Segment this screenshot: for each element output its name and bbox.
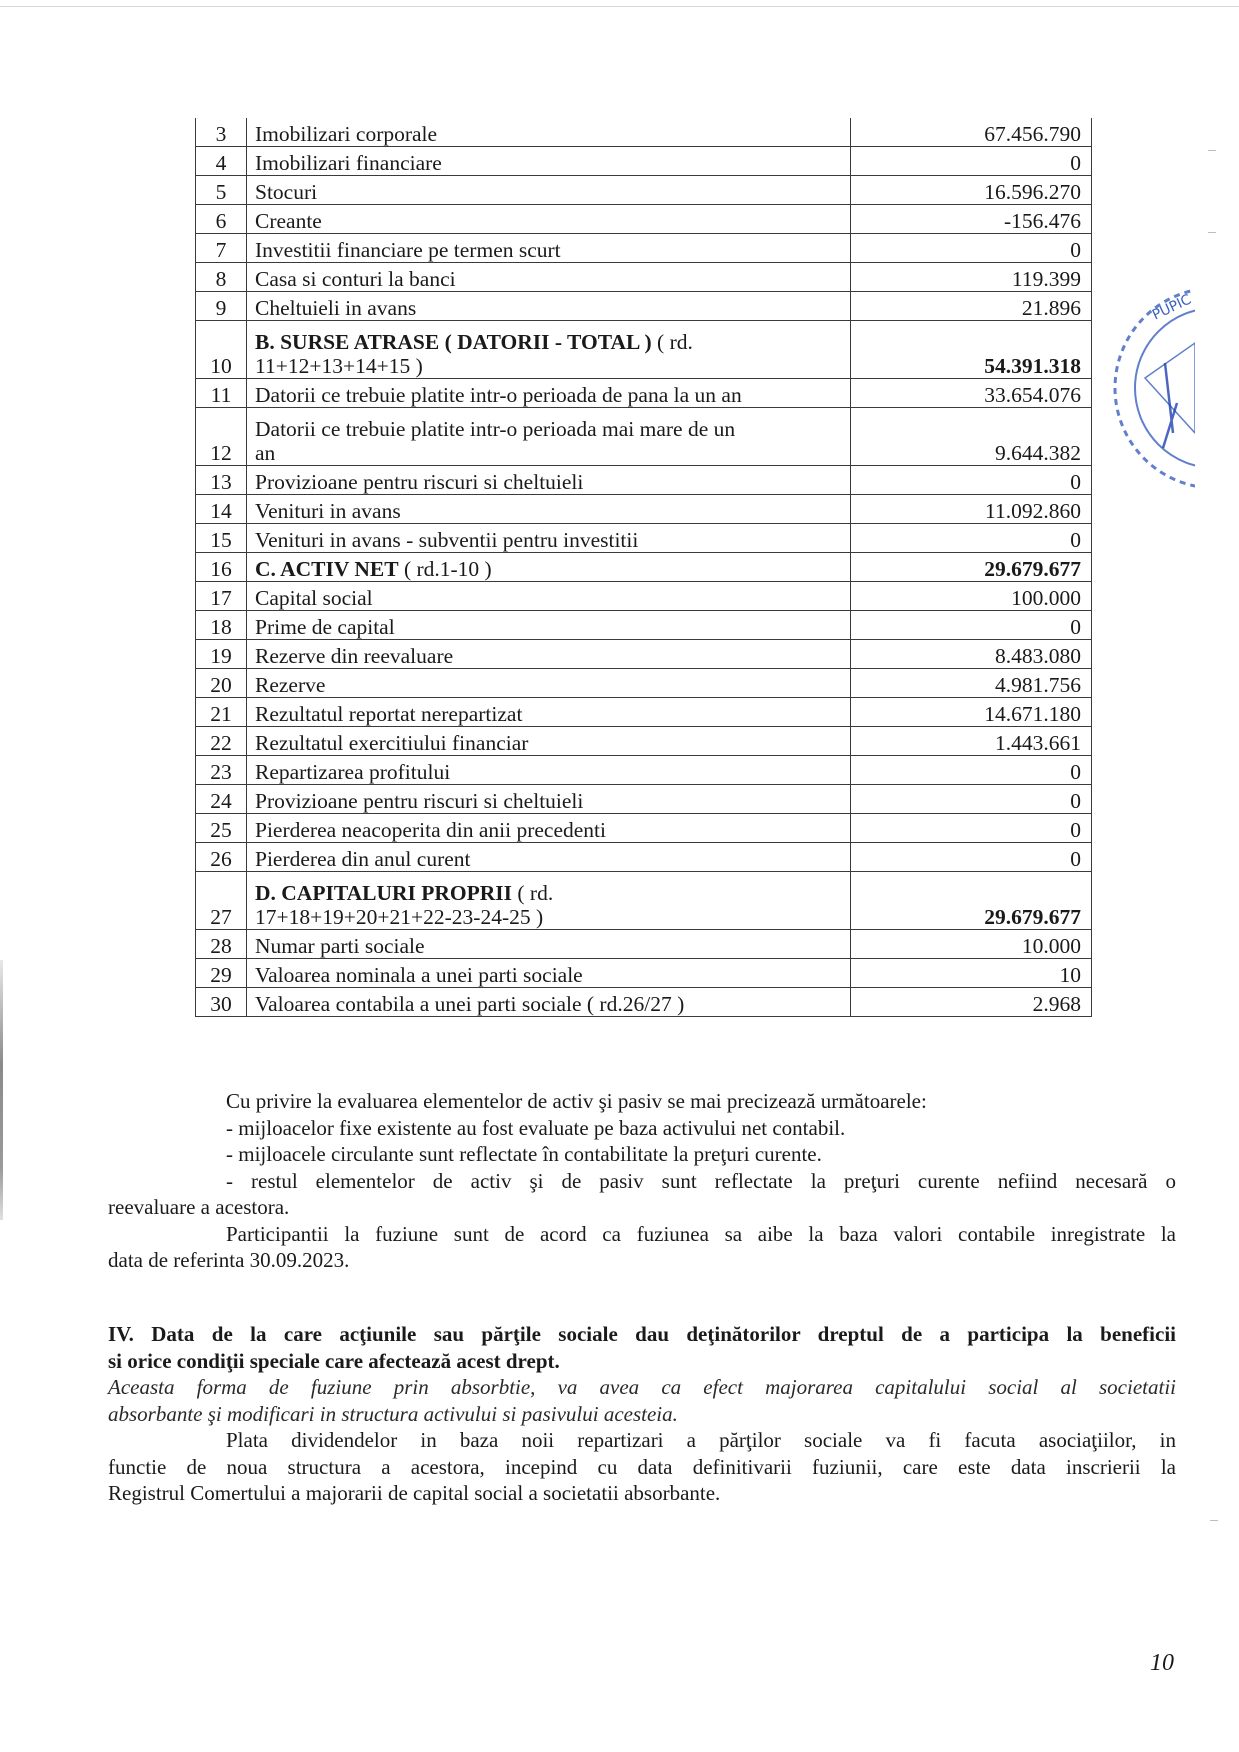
- row-label-text: Casa si conturi la banci: [255, 267, 456, 291]
- evaluation-bullet-rest-line2: reevaluare a acestora.: [108, 1195, 290, 1219]
- svg-text:PUPIC: PUPIC: [1149, 291, 1194, 324]
- row-value: 2.968: [851, 988, 1092, 1017]
- financial-table: [195, 118, 1092, 1017]
- evaluation-bullet-rest-line1: - restul elementelor de activ şi de pasiv sunt reflectate la preţuri curente nefiind necesară o: [226, 1168, 1176, 1193]
- row-label: [247, 553, 851, 582]
- row-label-text: Numar parti sociale: [255, 934, 425, 958]
- evaluation-bullet-current-assets: - mijloacele circulante sunt reflectate în contabilitate la preţuri curente.: [226, 1142, 822, 1166]
- row-label: [247, 408, 851, 466]
- row-label: [247, 814, 851, 843]
- row-label-text: Prime de capital: [255, 615, 395, 639]
- row-label-text: Pierderea din anul curent: [255, 847, 471, 871]
- dividend-line3: Registrul Comertului a majorarii de capital social a societatii absorbante.: [108, 1481, 721, 1505]
- row-value: 0: [851, 785, 1092, 814]
- row-label-text: Valoarea contabila a unei parti sociale ( rd.26/27 ): [255, 992, 685, 1016]
- table-row: [196, 640, 1092, 669]
- row-label: [247, 698, 851, 727]
- row-value: -156.476: [851, 205, 1092, 234]
- row-label-text: Datorii ce trebuie platite intr-o perioada mai mare de un: [255, 417, 736, 441]
- evaluation-bullet-fixed-assets: - mijloacelor fixe existente au fost evaluate pe baza activului net contabil.: [226, 1115, 846, 1140]
- row-label-text: Capital social: [255, 586, 373, 610]
- table-row: [196, 408, 1092, 466]
- row-label: [247, 263, 851, 292]
- row-label-bold: B. SURSE ATRASE ( DATORII - TOTAL ): [255, 330, 652, 354]
- company-stamp: [1105, 283, 1195, 493]
- row-number: 9: [196, 292, 247, 321]
- row-label: [247, 321, 851, 379]
- row-value: 0: [851, 814, 1092, 843]
- row-label: [247, 669, 851, 698]
- row-label-text: Imobilizari corporale: [255, 122, 438, 146]
- table-row: [196, 466, 1092, 495]
- evaluation-intro: Cu privire la evaluarea elementelor de activ şi pasiv se mai precizează următoarele:: [226, 1089, 927, 1113]
- row-value: 1.443.661: [851, 727, 1092, 756]
- row-number: 30: [196, 988, 247, 1017]
- row-number: 8: [196, 263, 247, 292]
- row-label: [247, 118, 851, 147]
- evaluation-section: [108, 1088, 1176, 1274]
- row-number: 23: [196, 756, 247, 785]
- row-number: 29: [196, 959, 247, 988]
- row-number: 3: [196, 118, 247, 147]
- row-number: 20: [196, 669, 247, 698]
- row-label: [247, 176, 851, 205]
- section-iv: [108, 1321, 1176, 1507]
- table-row: [196, 553, 1092, 582]
- table-row: [196, 379, 1092, 408]
- table-row: [196, 292, 1092, 321]
- table-row: [196, 582, 1092, 611]
- table-row: [196, 785, 1092, 814]
- row-number: 15: [196, 524, 247, 553]
- row-number: 26: [196, 843, 247, 872]
- row-number: 7: [196, 234, 247, 263]
- row-value: 8.483.080: [851, 640, 1092, 669]
- row-label: [247, 785, 851, 814]
- row-value: 29.679.677: [851, 553, 1092, 582]
- row-label-text: Rezerve din reevaluare: [255, 644, 454, 668]
- row-label-text: Pierderea neacoperita din anii precedenti: [255, 818, 606, 842]
- dividend-line2: functie de noua structura a acestora, incepind cu data definitivarii fuziunii, care este data inscrierii la: [108, 1454, 1176, 1479]
- scan-mark: [1210, 1520, 1218, 1521]
- table-row: [196, 321, 1092, 379]
- row-label: [247, 205, 851, 234]
- row-value: 119.399: [851, 263, 1092, 292]
- table-row: [196, 611, 1092, 640]
- row-label-text: Rezultatul reportat nerepartizat: [255, 702, 523, 726]
- row-value: 10.000: [851, 930, 1092, 959]
- row-label-text: Datorii ce trebuie platite intr-o perioada de pana la un an: [255, 383, 742, 407]
- row-label-text: Cheltuieli in avans: [255, 296, 417, 320]
- table-row: [196, 234, 1092, 263]
- row-value: 11.092.860: [851, 495, 1092, 524]
- table-row: [196, 205, 1092, 234]
- table-row: [196, 930, 1092, 959]
- row-number: 18: [196, 611, 247, 640]
- scan-edge-left: [0, 960, 3, 1220]
- table-row: [196, 843, 1092, 872]
- scan-mark: [1208, 232, 1216, 233]
- row-label-rest: ( rd.: [512, 881, 554, 905]
- table-row: [196, 176, 1092, 205]
- row-label-line2: 17+18+19+20+21+22-23-24-25 ): [255, 905, 544, 929]
- row-label: [247, 930, 851, 959]
- section-iv-heading-line2: si orice condiţii speciale care afectează acest drept.: [108, 1348, 560, 1373]
- row-value: 0: [851, 147, 1092, 176]
- row-label-text: Venituri in avans: [255, 499, 401, 523]
- row-label: [247, 611, 851, 640]
- row-label-line2: an: [255, 441, 276, 465]
- row-label-text: Rezerve: [255, 673, 326, 697]
- row-value: 100.000: [851, 582, 1092, 611]
- row-number: 13: [196, 466, 247, 495]
- row-label-text: Provizioane pentru riscuri si cheltuieli: [255, 470, 584, 494]
- table-row: [196, 756, 1092, 785]
- row-label: [247, 959, 851, 988]
- row-label-rest: ( rd.: [651, 330, 693, 354]
- table-row: [196, 495, 1092, 524]
- stamp-icon: [1105, 283, 1195, 493]
- row-label: [247, 988, 851, 1017]
- row-label-text: Repartizarea profitului: [255, 760, 451, 784]
- row-label: [247, 756, 851, 785]
- table-row: [196, 872, 1092, 930]
- row-value: 0: [851, 756, 1092, 785]
- row-value: 0: [851, 611, 1092, 640]
- table-row: [196, 669, 1092, 698]
- row-label-text: Imobilizari financiare: [255, 151, 442, 175]
- row-number: 4: [196, 147, 247, 176]
- row-number: 11: [196, 379, 247, 408]
- table-row: [196, 959, 1092, 988]
- row-value: 67.456.790: [851, 118, 1092, 147]
- row-value: 0: [851, 234, 1092, 263]
- row-value: 54.391.318: [851, 321, 1092, 379]
- table-row: [196, 263, 1092, 292]
- row-number: 16: [196, 553, 247, 582]
- row-label: [247, 640, 851, 669]
- row-value: 9.644.382: [851, 408, 1092, 466]
- row-value: 10: [851, 959, 1092, 988]
- row-value: 29.679.677: [851, 872, 1092, 930]
- row-label: [247, 292, 851, 321]
- row-label: [247, 524, 851, 553]
- row-number: 12: [196, 408, 247, 466]
- row-label-text: Stocuri: [255, 180, 318, 204]
- row-number: 27: [196, 872, 247, 930]
- participants-line2: data de referinta 30.09.2023.: [108, 1248, 350, 1272]
- row-label-rest: ( rd.1-10 ): [398, 557, 492, 581]
- row-value: 0: [851, 524, 1092, 553]
- scan-mark: [1208, 150, 1216, 151]
- row-label: [247, 727, 851, 756]
- table-row: [196, 814, 1092, 843]
- row-label: [247, 495, 851, 524]
- table-row: [196, 988, 1092, 1017]
- row-label-bold: D. CAPITALURI PROPRII: [255, 881, 513, 905]
- section-iv-italic-line2: absorbante şi modificari in structura activului si pasivului acesteia.: [108, 1401, 678, 1426]
- row-label-text: Venituri in avans - subventii pentru investitii: [255, 528, 639, 552]
- row-value: 0: [851, 843, 1092, 872]
- row-number: 21: [196, 698, 247, 727]
- row-value: 4.981.756: [851, 669, 1092, 698]
- participants-line1: Participantii la fuziune sunt de acord ca fuziunea sa aibe la baza valori contabile inregistrate la: [226, 1221, 1176, 1246]
- row-label: [247, 582, 851, 611]
- row-value: 16.596.270: [851, 176, 1092, 205]
- row-number: 24: [196, 785, 247, 814]
- row-label: [247, 466, 851, 495]
- row-label-text: Rezultatul exercitiului financiar: [255, 731, 529, 755]
- scan-edge-top: [0, 6, 1239, 7]
- row-number: 25: [196, 814, 247, 843]
- row-label-text: Investitii financiare pe termen scurt: [255, 238, 561, 262]
- row-label-text: Creante: [255, 209, 322, 233]
- table-row: [196, 147, 1092, 176]
- table-row: [196, 524, 1092, 553]
- section-iv-italic-line1: Aceasta forma de fuziune prin absorbtie, va avea ca efect majorarea capitalului social al societatii: [108, 1375, 1176, 1399]
- row-label: [247, 872, 851, 930]
- row-value: 33.654.076: [851, 379, 1092, 408]
- row-number: 6: [196, 205, 247, 234]
- page-number: 10: [1150, 1650, 1174, 1676]
- row-number: 10: [196, 321, 247, 379]
- row-number: 28: [196, 930, 247, 959]
- row-label-line2: 11+12+13+14+15 ): [255, 354, 423, 378]
- row-number: 19: [196, 640, 247, 669]
- row-label: [247, 147, 851, 176]
- table-row: [196, 698, 1092, 727]
- row-number: 17: [196, 582, 247, 611]
- row-label-text: Provizioane pentru riscuri si cheltuieli: [255, 789, 584, 813]
- row-number: 22: [196, 727, 247, 756]
- row-label-bold: C. ACTIV NET: [255, 557, 399, 581]
- table-row: [196, 118, 1092, 147]
- row-label: [247, 843, 851, 872]
- section-iv-heading-line1: IV. Data de la care acţiunile sau părţile sociale dau deţinătorilor dreptul de a participa la beneficii: [108, 1322, 1176, 1346]
- row-value: 21.896: [851, 292, 1092, 321]
- table-row: [196, 727, 1092, 756]
- row-label: [247, 234, 851, 263]
- row-number: 14: [196, 495, 247, 524]
- row-label: [247, 379, 851, 408]
- row-value: 14.671.180: [851, 698, 1092, 727]
- row-number: 5: [196, 176, 247, 205]
- row-label-text: Valoarea nominala a unei parti sociale: [255, 963, 583, 987]
- row-value: 0: [851, 466, 1092, 495]
- dividend-line1: Plata dividendelor in baza noii repartizari a părţilor sociale va fi facuta asociaţiilor, in: [226, 1428, 1176, 1452]
